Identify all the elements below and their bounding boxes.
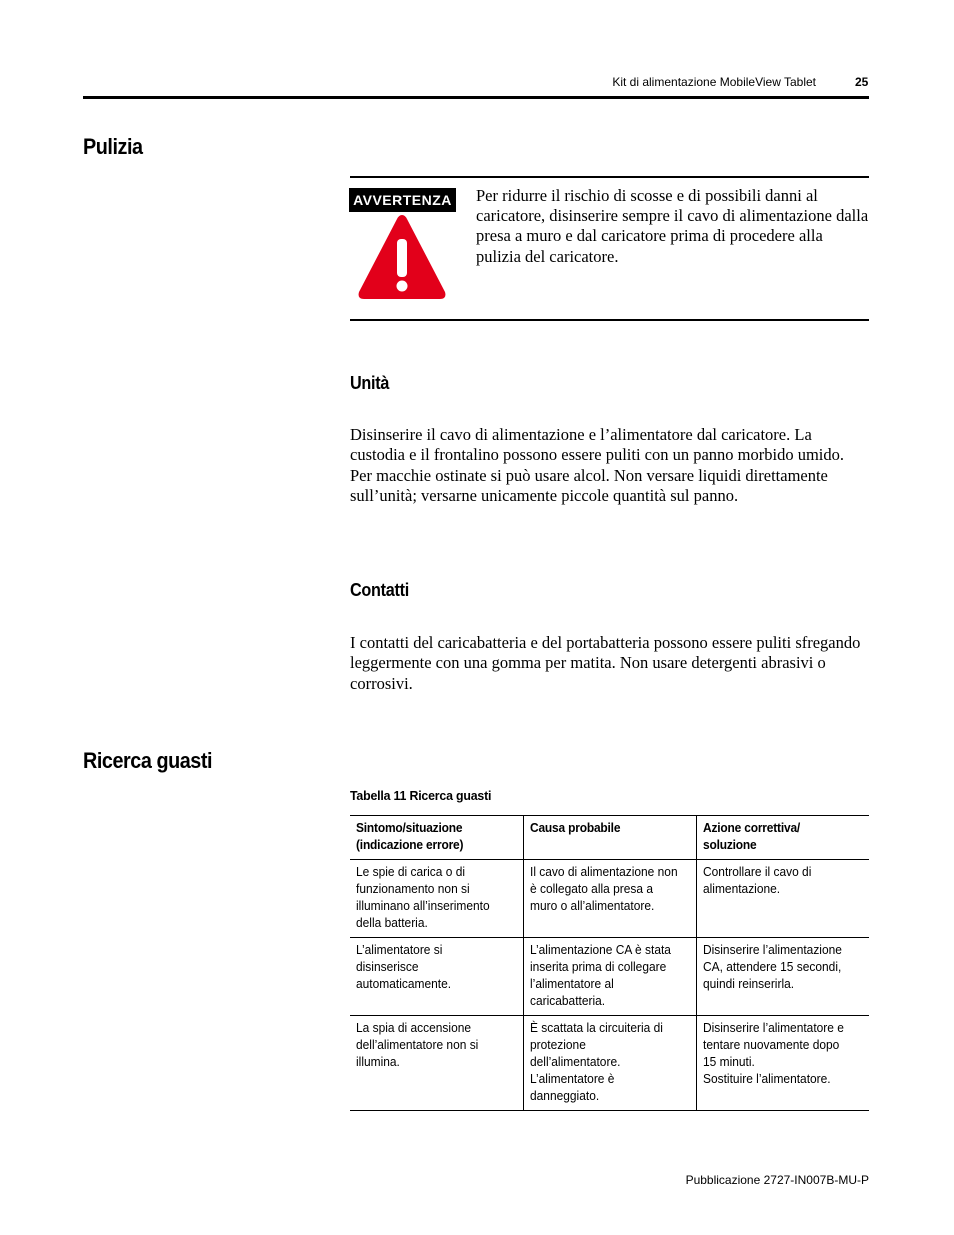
cell-text: L’alimentazione CA è stata inserita prima di collegare l’alimentatore al caricabatteria. bbox=[529, 942, 671, 1008]
table-caption: Tabella 11 Ricerca guasti bbox=[350, 788, 492, 803]
warning-text: Per ridurre il rischio di scosse e di possibili danni al caricatore, disinserire sempre il cavo di alimentazione dalla presa a muro e dal caricatore prima di procedere alla pulizia del caricatore. bbox=[476, 186, 869, 266]
cell-text: La spia di accensione dell’alimentatore non si illumina. bbox=[356, 1020, 479, 1069]
warning-bottom-rule bbox=[350, 319, 869, 321]
contatti-paragraph: I contatti del caricabatteria e del portabatteria possono essere puliti sfregando leggermente con una gomma per matita. Non usare detergenti abrasivi o corrosivi. bbox=[350, 633, 861, 693]
troubleshooting-table bbox=[350, 815, 869, 1111]
cell-text: Disinserire l’alimentatore e tentare nuovamente dopo 15 minuti. Sostituire l’alimentatore. bbox=[702, 1020, 844, 1086]
cell-text: Le spie di carica o di funzionamento non si illuminano all’inserimento della batteria. bbox=[356, 864, 490, 930]
table-row bbox=[350, 938, 869, 1016]
cell-text: L’alimentatore si disinserisce automaticamente. bbox=[356, 942, 452, 991]
heading-ricerca-guasti: Ricerca guasti bbox=[83, 748, 213, 773]
running-header-title: Kit di alimentazione MobileView Tablet bbox=[612, 75, 816, 89]
table-row bbox=[350, 1016, 869, 1111]
page-number: 25 bbox=[855, 75, 869, 89]
table-cell bbox=[696, 1016, 869, 1111]
table-cell bbox=[350, 860, 523, 938]
column-header-label: Azione correttiva/ soluzione bbox=[702, 820, 800, 852]
table-cell bbox=[350, 938, 523, 1016]
heading-contatti: Contatti bbox=[350, 580, 410, 600]
table-cell bbox=[523, 1016, 696, 1111]
unita-paragraph: Disinserire il cavo di alimentazione e l’alimentatore dal caricatore. La custodia e il frontalino possono essere puliti con un panno morbido umido. Per macchie ostinate si può usare alcol. Non versare liquidi direttamente sull’unità; versarne unicamente piccole quantità sul panno. bbox=[350, 425, 845, 506]
column-header-symptom bbox=[350, 816, 523, 860]
warning-label: AVVERTENZA bbox=[349, 188, 456, 212]
table-cell bbox=[523, 938, 696, 1016]
cell-text: Controllare il cavo di alimentazione. bbox=[702, 864, 811, 896]
table-cell bbox=[523, 860, 696, 938]
column-header-cause bbox=[523, 816, 696, 860]
cell-text: Disinserire l’alimentazione CA, attendere 15 secondi, quindi reinserirla. bbox=[702, 942, 842, 991]
table-cell bbox=[350, 1016, 523, 1111]
cell-text: È scattata la circuiteria di protezione dell’alimentatore. L’alimentatore è danneggiato. bbox=[529, 1020, 663, 1103]
table-cell bbox=[696, 938, 869, 1016]
warning-top-rule bbox=[350, 176, 869, 178]
table-cell bbox=[696, 860, 869, 938]
heading-pulizia: Pulizia bbox=[83, 134, 143, 159]
heading-unita: Unità bbox=[350, 373, 390, 393]
cell-text: Il cavo di alimentazione non è collegato alla presa a muro o all’alimentatore. bbox=[529, 864, 678, 913]
table-header-row bbox=[350, 816, 869, 860]
column-header-label: Sintomo/situazione (indicazione errore) bbox=[356, 820, 464, 852]
column-header-label: Causa probabile bbox=[529, 820, 620, 835]
header-rule bbox=[83, 96, 869, 99]
column-header-action bbox=[696, 816, 869, 860]
warning-triangle-icon bbox=[357, 212, 447, 302]
table-row bbox=[350, 860, 869, 938]
publication-footer: Pubblicazione 2727-IN007B-MU-P bbox=[685, 1173, 869, 1187]
